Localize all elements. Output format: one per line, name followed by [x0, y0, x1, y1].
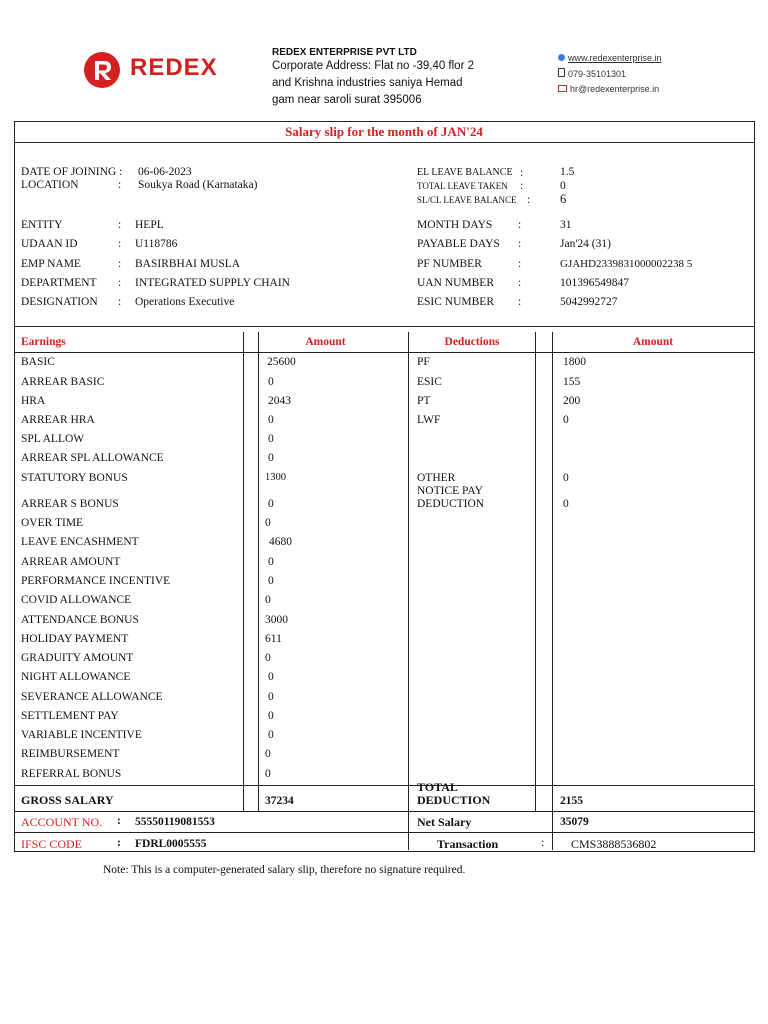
earning-label: HOLIDAY PAYMENT [21, 633, 129, 645]
earning-amount: 0 [268, 556, 274, 568]
earning-label: PERFORMANCE INCENTIVE [21, 575, 171, 587]
col-line-4 [535, 332, 536, 811]
info-label-department: DEPARTMENT [21, 277, 97, 289]
info-colon: : [118, 277, 122, 289]
earning-amount: 0 [265, 517, 271, 529]
slip-title: Salary slip for the month of JAN'24 [285, 124, 483, 139]
earning-label: ARREAR AMOUNT [21, 556, 121, 568]
info-colon: : [118, 296, 122, 308]
deduction-label: ESIC [417, 376, 442, 388]
deduction-label: NOTICE PAY DEDUCTION [417, 485, 485, 510]
info-label-pf: PF NUMBER [417, 258, 482, 270]
col-line-1 [243, 332, 244, 811]
info-colon: : [518, 258, 522, 270]
earning-label: SEVERANCE ALLOWANCE [21, 691, 163, 703]
earning-amount: 0 [268, 414, 274, 426]
net-salary-label: Net Salary [417, 815, 472, 829]
info-value-month-days: 31 [560, 219, 572, 231]
earning-amount: 0 [265, 594, 271, 606]
address-line-3: gam near saroli surat 395006 [272, 94, 422, 106]
earning-amount: 611 [265, 633, 282, 645]
info-colon: : [118, 179, 122, 191]
info-value-total-leave: 0 [560, 180, 566, 192]
earning-label: ARREAR S BONUS [21, 498, 119, 510]
info-label-doj: DATE OF JOINING : [21, 166, 123, 178]
account-no-value: 55550119081553 [135, 816, 215, 828]
total-deduction-value: 2155 [560, 795, 583, 807]
earning-label: VARIABLE INCENTIVE [21, 729, 142, 741]
earning-label: REIMBURSEMENT [21, 748, 120, 760]
earning-label: ATTENDANCE BONUS [21, 614, 139, 626]
info-colon: : [518, 277, 522, 289]
deduction-amount: 1800 [563, 356, 586, 368]
earning-amount: 0 [265, 652, 271, 664]
info-value-udaan: U118786 [135, 238, 178, 250]
deduction-label: OTHER [417, 472, 456, 484]
earning-label: NIGHT ALLOWANCE [21, 671, 131, 683]
info-colon: : [527, 194, 531, 206]
email-link[interactable]: hr@redexenterprise.in [570, 84, 660, 94]
signature-note: Note: This is a computer-generated salary slip, therefore no signature required. [103, 864, 466, 876]
info-value-uan: 101396549847 [560, 277, 629, 289]
info-value-pf: GJAHD2339831000002238 5 [560, 258, 693, 270]
earning-amount: 0 [268, 671, 274, 683]
earning-amount: 0 [268, 452, 274, 464]
ifsc-label: IFSC CODE [21, 837, 83, 851]
deduction-label: PT [417, 395, 431, 407]
phone-number: 079-35101301 [568, 69, 627, 79]
info-label-udaan: UDAAN ID [21, 238, 78, 250]
info-value-department: INTEGRATED SUPPLY CHAIN [135, 277, 290, 289]
deduction-label: LWF [417, 414, 441, 426]
deduction-amount: 200 [563, 395, 581, 407]
info-label-uan: UAN NUMBER [417, 277, 494, 289]
info-label-slcl: SL/CL LEAVE BALANCE [417, 195, 517, 205]
info-label-total-leave: TOTAL LEAVE TAKEN [417, 181, 508, 191]
earning-amount: 0 [268, 729, 274, 741]
phone-icon [558, 68, 565, 77]
info-value-slcl: 6 [560, 192, 567, 206]
earning-amount: 0 [268, 433, 274, 445]
transaction-colon: : [541, 837, 545, 849]
deduction-amount: 0 [563, 414, 569, 426]
phone-row [558, 68, 626, 79]
earning-amount: 0 [268, 498, 274, 510]
info-label-entity: ENTITY [21, 219, 63, 231]
earning-label: COVID ALLOWANCE [21, 594, 132, 606]
earning-label: OVER TIME [21, 517, 84, 529]
account-no-label: ACCOUNT NO. [21, 815, 103, 829]
earning-label: LEAVE ENCASHMENT [21, 536, 139, 548]
info-value-esic: 5042992727 [560, 296, 618, 308]
account-divider [14, 832, 754, 833]
earnings-header: Earnings [21, 336, 66, 348]
info-value-name: BASIRBHAI MUSLA [135, 258, 241, 270]
info-value-designation: Operations Executive [135, 296, 235, 308]
website-link[interactable]: www.redexenterprise.in [568, 53, 662, 63]
col-line-5 [552, 332, 553, 850]
mail-icon [558, 85, 567, 92]
earning-label: HRA [21, 395, 46, 407]
info-divider [14, 326, 754, 327]
gross-bottom-divider [14, 811, 754, 812]
earning-amount: 1300 [265, 472, 286, 483]
info-label-month-days: MONTH DAYS [417, 219, 493, 231]
earnings-amount-header: Amount [305, 336, 346, 348]
earning-amount: 0 [265, 768, 271, 780]
total-deduction-label: TOTAL DEDUCTION [417, 780, 491, 807]
globe-icon [558, 54, 565, 61]
logo-text: REDEX [130, 54, 218, 81]
info-label-esic: ESIC NUMBER [417, 296, 494, 308]
info-label-location: LOCATION [21, 179, 79, 191]
deduction-amount: 155 [563, 376, 581, 388]
earning-label: SPL ALLOW [21, 433, 85, 445]
email-row[interactable] [558, 84, 659, 94]
earning-amount: 25600 [267, 356, 296, 368]
earning-label: SETTLEMENT PAY [21, 710, 119, 722]
earning-amount: 2043 [268, 395, 291, 407]
info-colon: : [520, 180, 524, 192]
website-row[interactable] [558, 53, 662, 63]
info-colon: : [118, 238, 122, 250]
address-line-2: and Krishna industries saniya Hemad [272, 77, 463, 89]
table-header-divider [14, 352, 754, 353]
title-divider [14, 142, 754, 143]
info-value-location: Soukya Road (Karnataka) [138, 179, 258, 191]
info-label-payable-days: PAYABLE DAYS [417, 238, 500, 250]
info-label-designation: DESIGNATION [21, 296, 98, 308]
deductions-amount-header: Amount [632, 336, 674, 348]
earning-label: STATUTORY BONUS [21, 472, 128, 484]
gross-salary-label: GROSS SALARY [21, 793, 114, 807]
earning-label: ARREAR HRA [21, 414, 95, 426]
gross-salary-value: 37234 [265, 795, 294, 807]
earning-amount: 0 [268, 575, 274, 587]
transaction-value: CMS3888536802 [571, 837, 657, 851]
ifsc-colon: : [117, 837, 121, 849]
deduction-amount: 0 [563, 472, 569, 484]
slip-border [14, 121, 755, 852]
info-label-name: EMP NAME [21, 258, 81, 270]
earning-label: BASIC [21, 356, 55, 368]
info-value-el: 1.5 [560, 166, 575, 178]
earning-amount: 4680 [269, 536, 292, 548]
info-colon: : [118, 258, 122, 270]
deduction-amount: 0 [563, 498, 569, 510]
account-colon: : [117, 815, 121, 827]
info-colon: : [518, 296, 522, 308]
earning-amount: 0 [268, 710, 274, 722]
earning-label: GRADUITY AMOUNT [21, 652, 134, 664]
earning-amount: 0 [268, 376, 274, 388]
info-label-el: EL LEAVE BALANCE [417, 167, 513, 178]
company-name: REDEX ENTERPRISE PVT LTD [272, 47, 417, 58]
earning-amount: 0 [268, 691, 274, 703]
info-value-doj: 06-06-2023 [138, 166, 192, 178]
net-salary-value: 35079 [560, 816, 589, 828]
deduction-label: PF [417, 356, 430, 368]
col-line-3 [408, 332, 409, 850]
earning-label: REFERRAL BONUS [21, 768, 122, 780]
info-colon: : [118, 219, 122, 231]
gross-top-divider [14, 785, 754, 786]
address-line-1: Corporate Address: Flat no -39,40 flor 2 [272, 60, 474, 72]
earning-label: ARREAR SPL ALLOWANCE [21, 452, 164, 464]
ifsc-value: FDRL0005555 [135, 838, 207, 850]
info-colon: : [518, 219, 522, 231]
info-value-entity: HEPL [135, 219, 164, 231]
col-line-2 [258, 332, 259, 811]
info-colon: : [520, 167, 524, 179]
transaction-label: Transaction [437, 837, 499, 851]
earning-amount: 3000 [265, 614, 288, 626]
earning-label: ARREAR BASIC [21, 376, 105, 388]
deductions-header: Deductions [444, 336, 500, 348]
info-colon: : [518, 238, 522, 250]
info-value-payable-days: Jan'24 (31) [560, 238, 611, 250]
earning-amount: 0 [265, 748, 271, 760]
